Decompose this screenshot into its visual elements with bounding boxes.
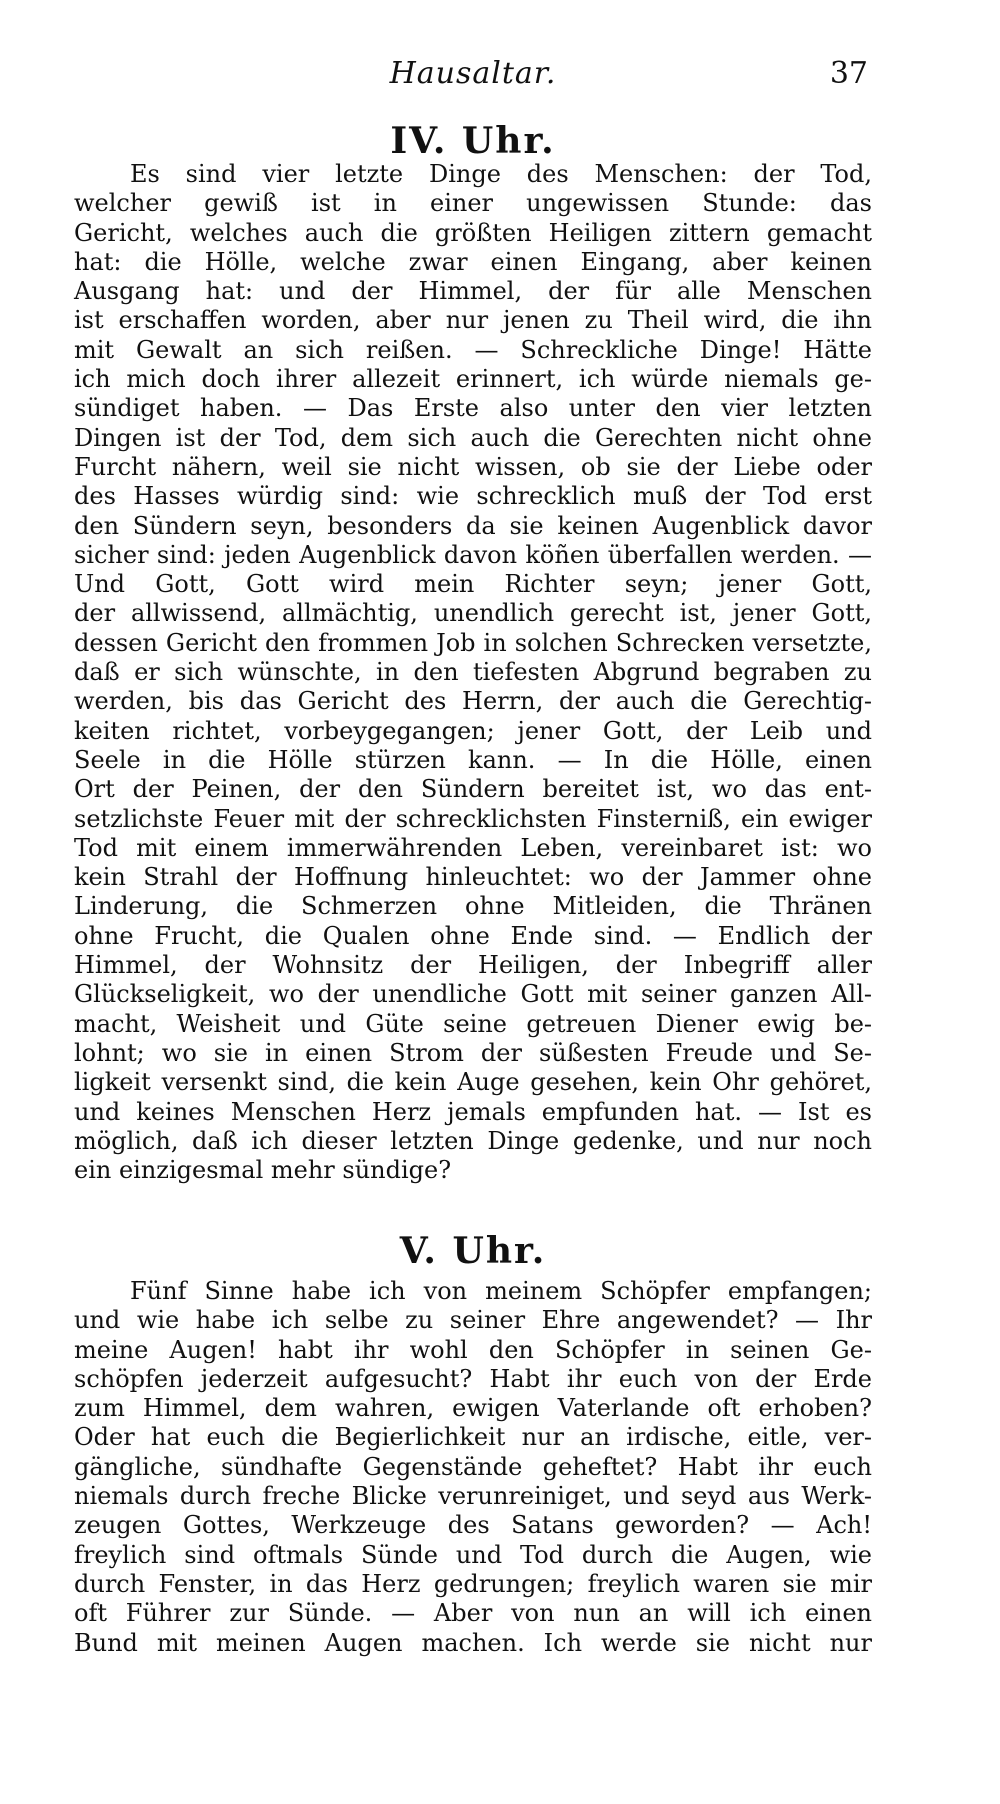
text-line: daß er sich wünschte, in den tiefesten Abgrund begraben zu [74,658,872,687]
text-line: den Sündern seyn, besonders da sie keinen Augenblick davor [74,511,872,540]
text-line: zum Himmel, dem wahren, ewigen Vaterlande oft erhoben? [74,1394,872,1423]
text-line: niemals durch freche Blicke verunreiniget, und seyd aus Werk- [74,1482,872,1511]
text-line: Seele in die Hölle stürzen kann. — In die Hölle, einen [74,745,872,774]
text-line: gängliche, sündhafte Gegenstände geheftet? Habt ihr euch [74,1452,872,1481]
section-heading-v: V. Uhr. [399,1230,547,1272]
text-line: welcher gewiß ist in einer ungewissen Stunde: das [74,189,872,218]
section-v-text [74,1277,872,1658]
text-line: möglich, daß ich dieser letzten Dinge gedenke, und nur noch [74,1126,872,1155]
text-line: oft Führer zur Sünde. — Aber von nun an will ich einen [74,1599,872,1628]
text-line: ligkeit versenkt sind, die kein Auge gesehen, kein Ohr gehöret, [74,1068,872,1097]
text-line: zeugen Gottes, Werkzeuge des Satans geworden? — Ach! [74,1511,872,1540]
text-line: mit Gewalt an sich reißen. — Schreckliche Dinge! Hätte [74,335,872,364]
text-line: Es sind vier letzte Dinge des Menschen: der Tod, [130,160,872,188]
text-line: freylich sind oftmals Sünde und Tod durch die Augen, wie [74,1540,872,1569]
text-line: Linderung, die Schmerzen ohne Mitleiden, die Thränen [74,892,872,921]
text-line: Furcht nähern, weil sie nicht wissen, ob sie der Liebe oder [74,452,872,481]
text-line: keiten richtet, vorbeygegangen; jener Gott, der Leib und [74,716,872,745]
text-line: Und Gott, Gott wird mein Richter seyn; jener Gott, [74,570,872,599]
page-number: 37 [829,56,868,91]
text-line: Himmel, der Wohnsitz der Heiligen, der Inbegriff aller [74,951,872,980]
running-title: Hausaltar. [389,56,557,91]
text-line: Ort der Peinen, der den Sündern bereitet ist, wo das ent- [74,775,872,804]
text-line: sicher sind: jeden Augenblick davon köñen überfallen werden. — [74,540,872,569]
text-line: macht, Weisheit und Güte seine getreuen Diener ewig be- [74,1009,872,1038]
text-line: ich mich doch ihrer allezeit erinnert, ich würde niemals ge- [74,365,872,394]
text-line: dessen Gericht den frommen Job in solchen Schrecken versetzte, [74,628,872,657]
text-line: lohnt; wo sie in einen Strom der süßesten Freude und Se- [74,1038,872,1067]
page-header [78,56,868,106]
section-heading-iv: IV. Uhr. [390,120,556,162]
text-line: Gericht, welches auch die größten Heiligen zittern gemacht [74,218,872,247]
text-line: Bund mit meinen Augen machen. Ich werde sie nicht nur [74,1628,872,1657]
text-line: durch Fenster, in das Herz gedrungen; freylich waren sie mir [74,1569,872,1598]
text-line: ein einzigesmal mehr sündige? [74,1156,452,1185]
section-iv-text [74,160,872,1185]
text-line: kein Strahl der Hoffnung hinleuchtet: wo der Jammer ohne [74,863,872,892]
text-line: des Hasses würdig sind: wie schrecklich muß der Tod erst [74,482,872,511]
text-line: Dingen ist der Tod, dem sich auch die Gerechten nicht ohne [74,423,872,452]
text-line: ohne Frucht, die Qualen ohne Ende sind. — Endlich der [74,921,872,950]
text-line: werden, bis das Gericht des Herrn, der auch die Gerechtig- [74,687,872,716]
text-line: und wie habe ich selbe zu seiner Ehre angewendet? — Ihr [74,1306,872,1335]
text-line: und keines Menschen Herz jemals empfunden hat. — Ist es [74,1097,872,1126]
text-line: ist erschaffen worden, aber nur jenen zu Theil wird, die ihn [74,306,872,335]
text-line: der allwissend, allmächtig, unendlich gerecht ist, jener Gott, [74,599,872,628]
text-line: setzlichste Feuer mit der schrecklichsten Finsterniß, ein ewiger [74,804,872,833]
text-line: Ausgang hat: und der Himmel, der für alle Menschen [74,277,872,306]
text-line: Oder hat euch die Begierlichkeit nur an irdische, eitle, ver- [74,1423,872,1452]
text-line: sündiget haben. — Das Erste also unter den vier letzten [74,394,872,423]
text-line: Glückseligkeit, wo der unendliche Gott mit seiner ganzen All- [74,980,872,1009]
text-line: Fünf Sinne habe ich von meinem Schöpfer empfangen; [130,1277,872,1305]
text-line: meine Augen! habt ihr wohl den Schöpfer in seinen Ge- [74,1335,872,1364]
text-line: schöpfen jederzeit aufgesucht? Habt ihr euch von der Erde [74,1364,872,1393]
text-line: hat: die Hölle, welche zwar einen Eingang, aber keinen [74,247,872,276]
text-line: Tod mit einem immerwährenden Leben, vereinbaret ist: wo [74,833,872,862]
